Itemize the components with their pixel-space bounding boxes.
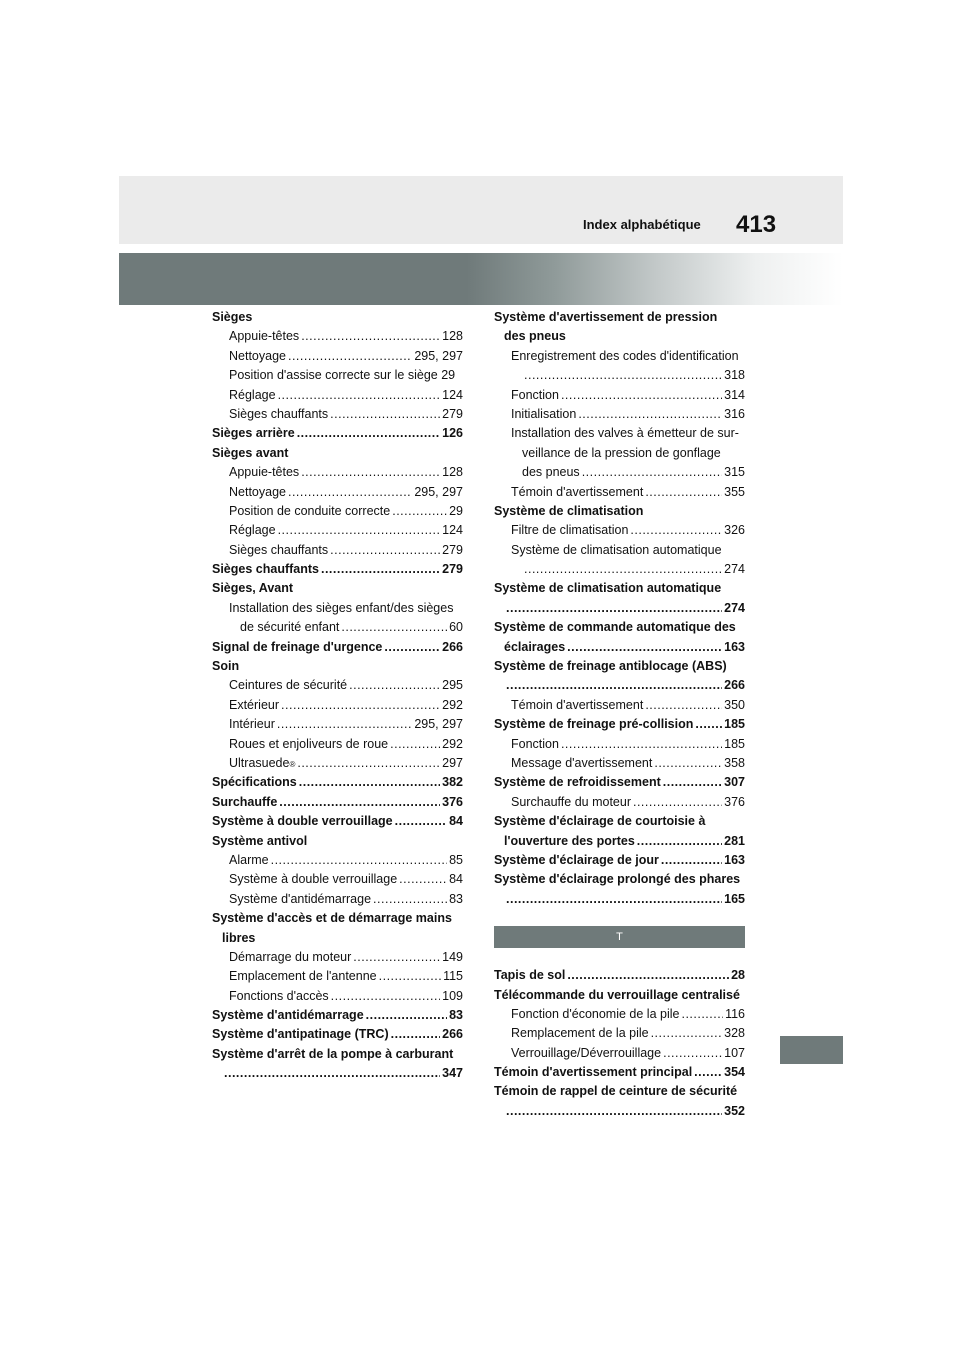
index-entry-text: Fonction d'économie de la pile (511, 1006, 680, 1021)
dot-leader (399, 870, 447, 889)
dot-leader (349, 676, 440, 695)
page-reference: 279 (442, 542, 463, 557)
dot-leader (645, 696, 722, 715)
index-entry (212, 1045, 463, 1064)
page-reference: 295, 297 (414, 717, 463, 732)
index-entry-text: Système d'antidémarrage (229, 891, 372, 906)
index-entry-text: Témoin d'avertissement (511, 484, 644, 499)
index-entry (494, 812, 745, 831)
index-column-left (212, 308, 463, 1084)
index-entry-text: Roues et enjoliveurs de roue (229, 736, 389, 751)
index-entry-text: Appuie-têtes (229, 465, 300, 480)
index-entry-text: Fonction (511, 387, 559, 402)
page-reference: 185 (724, 717, 745, 732)
page-reference: 355 (724, 484, 745, 499)
page-reference: 307 (724, 775, 745, 790)
index-entry-text: Système à double verrouillage (212, 814, 393, 829)
index-entry (494, 1063, 745, 1082)
index-entry-text: Spécifications (212, 775, 297, 790)
page-reference: 328 (724, 1026, 745, 1041)
index-entry-text: Enregistrement des codes d'identification (511, 348, 739, 363)
index-entry (212, 541, 463, 560)
index-entry (212, 793, 463, 812)
index-entry (212, 909, 463, 928)
section-title: Index alphabétique (583, 217, 701, 232)
page-reference: 115 (443, 969, 463, 984)
index-entry (494, 366, 745, 385)
index-entry (494, 618, 745, 637)
index-entry-text: Remplacement de la pile (511, 1026, 649, 1041)
page-reference: 128 (442, 465, 463, 480)
index-entry (494, 851, 745, 870)
dot-leader (524, 366, 722, 385)
dot-leader (391, 1025, 441, 1044)
index-entry-text: Réglage (229, 523, 276, 538)
index-entry-text: Système de commande automatique des (494, 620, 736, 635)
page-reference: 107 (724, 1045, 745, 1060)
index-column-right (494, 308, 745, 1121)
dot-leader (366, 1006, 447, 1025)
page-reference: 185 (724, 736, 745, 751)
index-entry (212, 327, 463, 346)
dot-leader (384, 638, 440, 657)
dot-leader (506, 1102, 722, 1121)
dot-leader (681, 1005, 723, 1024)
index-entry (212, 618, 463, 637)
page-reference: 315 (724, 465, 745, 480)
index-entry (494, 773, 745, 792)
index-entry (494, 308, 745, 327)
page-reference: 266 (724, 678, 745, 693)
page-reference: 266 (442, 639, 463, 654)
index-entry (494, 657, 745, 676)
index-entry (494, 405, 745, 424)
index-entry-text: Sièges avant (212, 445, 289, 460)
index-entry-text: Soin (212, 659, 240, 674)
index-entry (212, 715, 463, 734)
index-entry (494, 638, 745, 657)
page-reference: 163 (724, 639, 745, 654)
index-entry-text: Témoin d'avertissement principal (494, 1065, 693, 1080)
index-entry (494, 599, 745, 618)
index-entry-text: Système d'accès et de démarrage mains (212, 911, 452, 926)
page-reference: 376 (724, 794, 745, 809)
index-entry (494, 327, 745, 346)
dot-leader (506, 890, 722, 909)
dot-leader (373, 890, 447, 909)
index-entry-text: Système de refroidissement (494, 775, 661, 790)
index-entry (212, 502, 463, 521)
index-entry (494, 870, 745, 889)
index-entry (494, 502, 745, 521)
page-reference: 84 (449, 872, 463, 887)
index-entry-text: Télécommande du verrouillage centralisé (494, 987, 740, 1002)
dot-leader (299, 773, 440, 792)
page-reference: 165 (724, 891, 745, 906)
dot-leader (663, 1044, 722, 1063)
index-entry-text: Réglage (229, 387, 276, 402)
dot-leader (224, 1064, 440, 1083)
index-entry (494, 347, 745, 366)
index-entry (494, 424, 745, 443)
page-reference: 279 (442, 406, 463, 421)
index-entry-text: Système antivol (212, 833, 308, 848)
index-entry-text: Témoin de rappel de ceinture de sécurité (494, 1084, 738, 1099)
index-entry-text: Système de freinage antiblocage (ABS) (494, 659, 727, 674)
index-entry (212, 967, 463, 986)
index-entry-text: Système d'antidémarrage (212, 1008, 364, 1023)
dot-leader (582, 463, 722, 482)
index-entry (494, 715, 745, 734)
page-reference: 84 (449, 814, 463, 829)
dot-leader (506, 676, 722, 695)
index-entry-text: Surchauffe du moteur (511, 794, 631, 809)
index-entry-text: Système d'arrêt de la pompe à carburant (212, 1046, 454, 1061)
index-entry-text: Système à double verrouillage (229, 872, 398, 887)
index-entry-text: Système d'éclairage de courtoisie à (494, 814, 706, 829)
index-entry (212, 812, 463, 831)
index-entry (212, 308, 463, 327)
page-reference: 358 (724, 755, 745, 770)
page-reference: 116 (725, 1006, 745, 1021)
page-reference: 128 (442, 329, 463, 344)
index-entry-text: Sièges, Avant (212, 581, 294, 596)
index-entry (494, 1102, 745, 1121)
page-reference: 109 (442, 988, 463, 1003)
page-reference: 83 (449, 891, 463, 906)
index-entry-text: Sièges chauffants (229, 542, 329, 557)
dot-leader (651, 1024, 723, 1043)
index-entry (494, 1082, 745, 1101)
page-reference: 318 (724, 368, 745, 383)
dot-leader (524, 560, 722, 579)
index-entry (494, 754, 745, 773)
page-reference: 279 (442, 562, 463, 577)
dot-leader (645, 483, 722, 502)
index-entry (494, 386, 745, 405)
index-entry (212, 832, 463, 851)
page-reference: 382 (442, 775, 463, 790)
index-entry-text: Système d'antipatinage (TRC) (212, 1027, 389, 1042)
index-entry-text: Filtre de climatisation (511, 523, 629, 538)
index-entry (212, 1025, 463, 1044)
dot-leader (578, 405, 722, 424)
dot-leader (277, 715, 412, 734)
page-reference: 163 (724, 852, 745, 867)
index-entry-text: Message d'avertissement (511, 755, 653, 770)
page-reference: 347 (442, 1066, 463, 1081)
index-entry (494, 986, 745, 1005)
index-entry (212, 987, 463, 1006)
page-reference: 85 (449, 852, 463, 867)
dot-leader (288, 483, 412, 502)
dot-leader (561, 386, 722, 405)
index-entry (494, 483, 745, 502)
dot-leader (567, 638, 722, 657)
index-entry-text: Position d'assise correcte sur le siège 29 (229, 368, 456, 383)
index-entry-text: Sièges chauffants (229, 406, 329, 421)
index-entry-text: Système de climatisation (494, 503, 644, 518)
dot-leader (321, 560, 440, 579)
index-entry (494, 832, 745, 851)
index-entry-text: Emplacement de l'antenne (229, 969, 377, 984)
dot-leader (379, 967, 441, 986)
index-entry-text: Système de climatisation automatique (494, 581, 722, 596)
index-entry (212, 1006, 463, 1025)
index-entry (212, 463, 463, 482)
index-entry (494, 1044, 745, 1063)
index-entry (212, 638, 463, 657)
dot-leader (297, 754, 440, 773)
index-entry-text: Système d'éclairage prolongé des phares (494, 872, 741, 887)
index-entry (212, 366, 463, 385)
index-entry: Ultrasuede ® ..... 297 (212, 754, 463, 773)
index-entry (494, 735, 745, 754)
index-entry-text: veillance de la pression de gonflage (522, 445, 721, 460)
index-entry-text: Surchauffe (212, 794, 278, 809)
index-entry (494, 541, 745, 560)
dot-leader (561, 735, 722, 754)
index-entry (212, 773, 463, 792)
index-entry-text: Nettoyage (229, 484, 286, 499)
index-entry-text: Sièges (212, 310, 253, 324)
index-entry-text: Initialisation (511, 406, 577, 421)
index-entry (212, 676, 463, 695)
dot-leader (506, 599, 722, 618)
index-entry-text: Alarme (229, 852, 269, 867)
index-entry (494, 696, 745, 715)
index-entry-text: Appuie-têtes (229, 329, 300, 344)
index-entry-text: Fonctions d'accès (229, 988, 329, 1003)
dot-leader (331, 987, 440, 1006)
index-entry-text: Ceintures de sécurité (229, 678, 348, 693)
index-entry-text: éclairages (504, 639, 566, 654)
dot-leader (330, 405, 440, 424)
page-reference: 295, 297 (414, 348, 463, 363)
index-entry-text: Démarrage du moteur (229, 949, 352, 964)
page-reference: 376 (442, 794, 463, 809)
index-entry-text: Fonction (511, 736, 559, 751)
page-reference: 83 (449, 1008, 463, 1023)
dot-leader (330, 541, 440, 560)
dot-leader (297, 424, 440, 443)
page-reference: 60 (449, 620, 463, 635)
index-entry-text: Extérieur (229, 697, 280, 712)
page-reference: 281 (724, 833, 745, 848)
page-number: 413 (736, 211, 777, 238)
dot-leader (301, 327, 440, 346)
dot-leader (271, 851, 448, 870)
page-reference: 314 (724, 387, 745, 402)
page-reference: 124 (442, 387, 463, 402)
dot-leader (637, 832, 722, 851)
page-reference: 350 (724, 697, 745, 712)
index-entry (212, 948, 463, 967)
index-entry (212, 851, 463, 870)
index-entry (212, 405, 463, 424)
page-reference: 326 (724, 523, 745, 538)
index-entry (212, 424, 463, 443)
decorative-gradient-band (119, 253, 843, 305)
index-entry (212, 579, 463, 598)
index-entry-text: de sécurité enfant (240, 620, 340, 635)
index-entry (494, 1005, 745, 1024)
page-reference: 124 (442, 523, 463, 538)
dot-leader (661, 851, 722, 870)
dot-leader (288, 347, 412, 366)
index-entry (212, 444, 463, 463)
index-entry-text: des pneus (504, 329, 566, 344)
dot-leader (567, 966, 729, 985)
index-entry (212, 386, 463, 405)
dot-leader (633, 793, 722, 812)
index-entry (212, 696, 463, 715)
dot-leader (694, 1063, 722, 1082)
index-entry-text: Signal de freinage d'urgence (212, 639, 383, 654)
index-entry-text: Témoin d'avertissement (511, 697, 644, 712)
page-reference: 354 (724, 1065, 745, 1080)
index-entry (212, 347, 463, 366)
page-reference: 274 (724, 600, 745, 615)
index-entry-text: Système d'avertissement de pression (494, 310, 718, 324)
index-entry-text: Position de conduite correcte (229, 503, 391, 518)
index-entry-text: Tapis de sol (494, 968, 566, 983)
index-entry-text: Installation des sièges enfant/des sièges (229, 600, 454, 615)
dot-leader (395, 812, 447, 831)
dot-leader (663, 773, 722, 792)
page-reference: 149 (442, 949, 463, 964)
dot-leader (279, 793, 440, 812)
index-entry (494, 444, 745, 463)
index-entry-text: Système de climatisation automatique (511, 542, 722, 557)
dot-leader (278, 386, 441, 405)
index-entry (212, 521, 463, 540)
dot-leader (353, 948, 440, 967)
index-entry (494, 560, 745, 579)
page-reference: 28 (731, 968, 745, 983)
index-entry-text: Nettoyage (229, 348, 286, 363)
index-entry (212, 735, 463, 754)
page-reference: 295, 297 (414, 484, 463, 499)
dot-leader (392, 502, 447, 521)
header-bar (119, 176, 843, 244)
index-entry (212, 483, 463, 502)
chapter-thumb-tab (780, 1036, 843, 1064)
dot-leader (630, 521, 722, 540)
index-entry-text: Installation des valves à émetteur de sur- (511, 426, 739, 441)
dot-leader (278, 521, 441, 540)
index-entry (212, 870, 463, 889)
page-reference: 295 (442, 678, 463, 693)
index-entry (494, 890, 745, 909)
dot-leader (301, 463, 440, 482)
index-entry-text: l'ouverture des portes (504, 833, 635, 848)
page-reference: 352 (724, 1103, 745, 1118)
page-reference: 266 (442, 1027, 463, 1042)
index-entry (494, 966, 745, 985)
index-entry-text: des pneus (522, 465, 580, 480)
page-reference: 316 (724, 406, 745, 421)
dot-leader (695, 715, 722, 734)
index-entry-text: Ultrasuede (229, 755, 290, 770)
dot-leader (654, 754, 722, 773)
page-reference: 292 (442, 736, 463, 751)
index-entry (212, 1064, 463, 1083)
section-header-letter: T (494, 926, 745, 948)
dot-leader (281, 696, 440, 715)
index-entry-text: Système d'éclairage de jour (494, 852, 659, 867)
page-reference: 126 (442, 426, 463, 441)
index-entry (212, 599, 463, 618)
index-entry (212, 929, 463, 948)
index-entry (212, 560, 463, 579)
index-entry (494, 676, 745, 695)
index-entry-text: Sièges chauffants (212, 562, 319, 577)
index-entry-text: libres (222, 930, 256, 945)
index-entry (494, 521, 745, 540)
index-entry (494, 1024, 745, 1043)
page-reference: 297 (442, 755, 463, 770)
index-entry-text: Intérieur (229, 717, 275, 732)
index-entry (494, 463, 745, 482)
page-reference: 29 (449, 503, 463, 518)
page-reference: 274 (724, 562, 745, 577)
page-reference: 292 (442, 697, 463, 712)
index-entry-text: Sièges arrière (212, 426, 295, 441)
index-entry (494, 579, 745, 598)
index-entry (494, 793, 745, 812)
dot-leader (341, 618, 447, 637)
index-entry (212, 890, 463, 909)
index-entry (212, 657, 463, 676)
index-entry-text: Verrouillage/Déverrouillage (511, 1045, 662, 1060)
index-entry-text: Système de freinage pré-collision (494, 717, 694, 732)
dot-leader (390, 735, 440, 754)
